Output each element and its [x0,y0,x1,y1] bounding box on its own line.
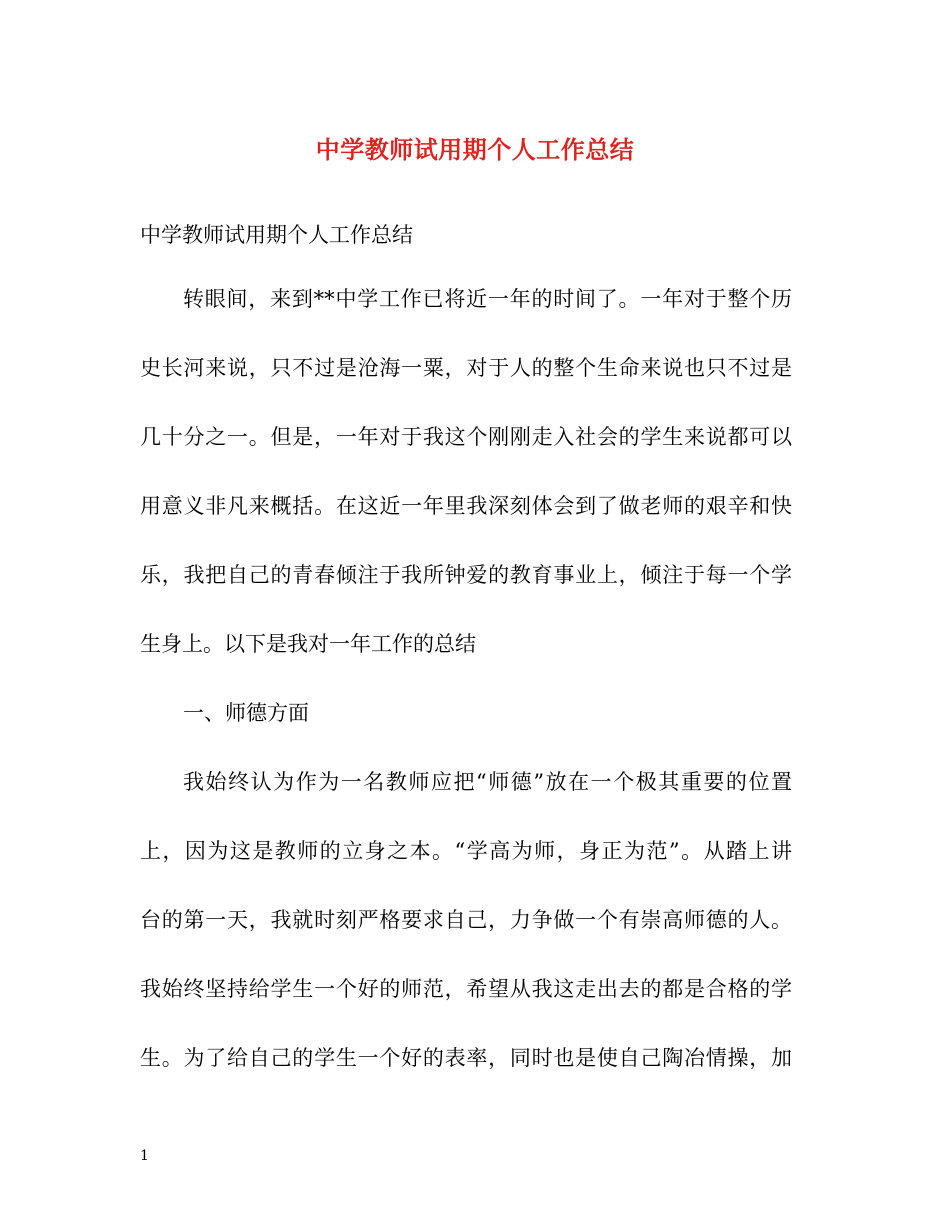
paragraph-line-8: 我始终认为作为一名教师应把“师德”放在一个极其重要的位置 [183,770,792,794]
paragraph-line-12: 生。为了给自己的学生一个好的表率，同时也是使自己陶冶情操，加 [140,1046,792,1070]
paragraph-line-6: 生身上。以下是我对一年工作的总结 [140,632,476,656]
document-title: 中学教师试用期个人工作总结 [315,135,635,164]
paragraph-line-4: 用意义非凡来概括。在这近一年里我深刻体会到了做老师的艰辛和快 [140,494,792,518]
document-subtitle: 中学教师试用期个人工作总结 [140,223,413,247]
paragraph-line-2: 史长河来说，只不过是沧海一粟，对于人的整个生命来说也只不过是 [140,356,792,380]
paragraph-line-5: 乐，我把自己的青春倾注于我所钟爱的教育事业上，倾注于每一个学 [140,563,792,587]
paragraph-line-11: 我始终坚持给学生一个好的师范，希望从我这走出去的都是合格的学 [140,977,792,1001]
paragraph-line-10: 台的第一天，我就时刻严格要求自己，力争做一个有崇高师德的人。 [140,908,792,932]
paragraph-line-1: 转眼间，来到**中学工作已将近一年的时间了。一年对于整个历 [183,287,792,311]
paragraph-line-9: 上，因为这是教师的立身之本。“学高为师，身正为范”。从踏上讲 [140,839,792,863]
section-heading: 一、师德方面 [183,701,309,725]
paragraph-line-3: 几十分之一。但是，一年对于我这个刚刚走入社会的学生来说都可以 [140,425,792,449]
page-number: 1 [140,1148,149,1164]
